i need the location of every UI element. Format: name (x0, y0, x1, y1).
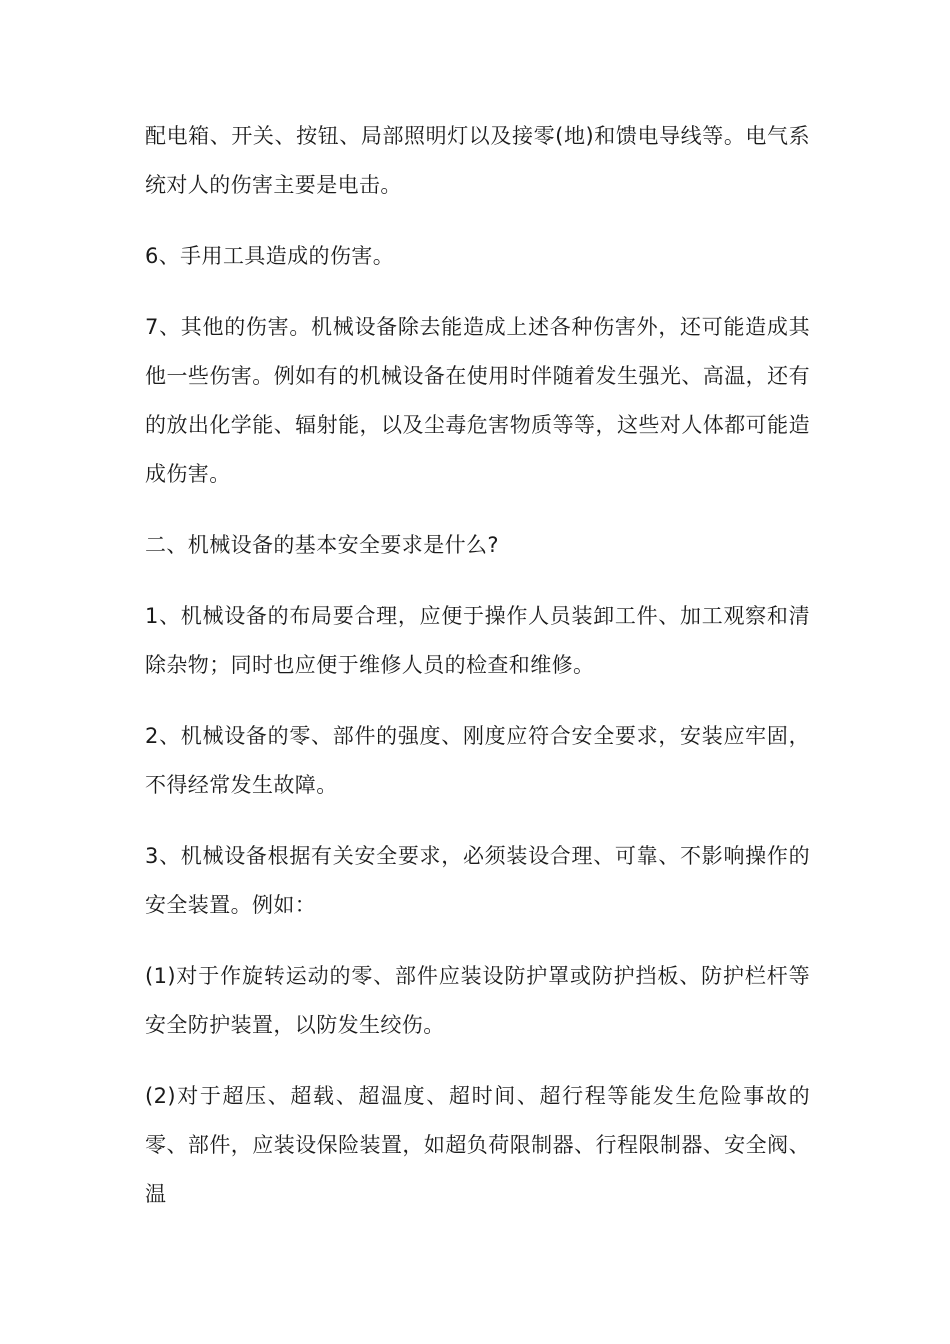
paragraph-hand-tools: 6、手用工具造成的伤害。 (145, 244, 395, 268)
paragraph-strength-requirement: 2、机械设备的零、部件的强度、刚度应符合安全要求，安装应牢固，不得经常发生故障。 (145, 724, 810, 797)
paragraph-rotating-parts: (1)对于作旋转运动的零、部件应装设防护罩或防护挡板、防护栏杆等安全防护装置，以防发生绞伤。 (145, 964, 810, 1037)
paragraph-other-hazards: 7、其他的伤害。机械设备除去能造成上述各种伤害外，还可能造成其他一些伤害。例如有的机械设备在使用时伴随着发生强光、高温，还有的放出化学能、辐射能，以及尘毒危害物质等等，这些对人体都可能造成伤害。 (145, 315, 810, 486)
paragraph-overload-protection: (2)对于超压、超载、超温度、超时间、超行程等能发生危险事故的零、部件，应装设保险装置，如超负荷限制器、行程限制器、安全阀、温 (145, 1084, 810, 1206)
paragraph-layout-requirement: 1、机械设备的布局要合理，应便于操作人员装卸工件、加工观察和清除杂物；同时也应便于维修人员的检查和维修。 (145, 604, 810, 677)
document-body (145, 112, 810, 1241)
paragraph-electrical-hazard: 配电箱、开关、按钮、局部照明灯以及接零(地)和馈电导线等。电气系统对人的伤害主要是电击。 (145, 124, 810, 197)
paragraph-safety-devices: 3、机械设备根据有关安全要求，必须装设合理、可靠、不影响操作的安全装置。例如： (145, 844, 810, 917)
section-heading-basic-requirements: 二、机械设备的基本安全要求是什么? (145, 533, 499, 557)
